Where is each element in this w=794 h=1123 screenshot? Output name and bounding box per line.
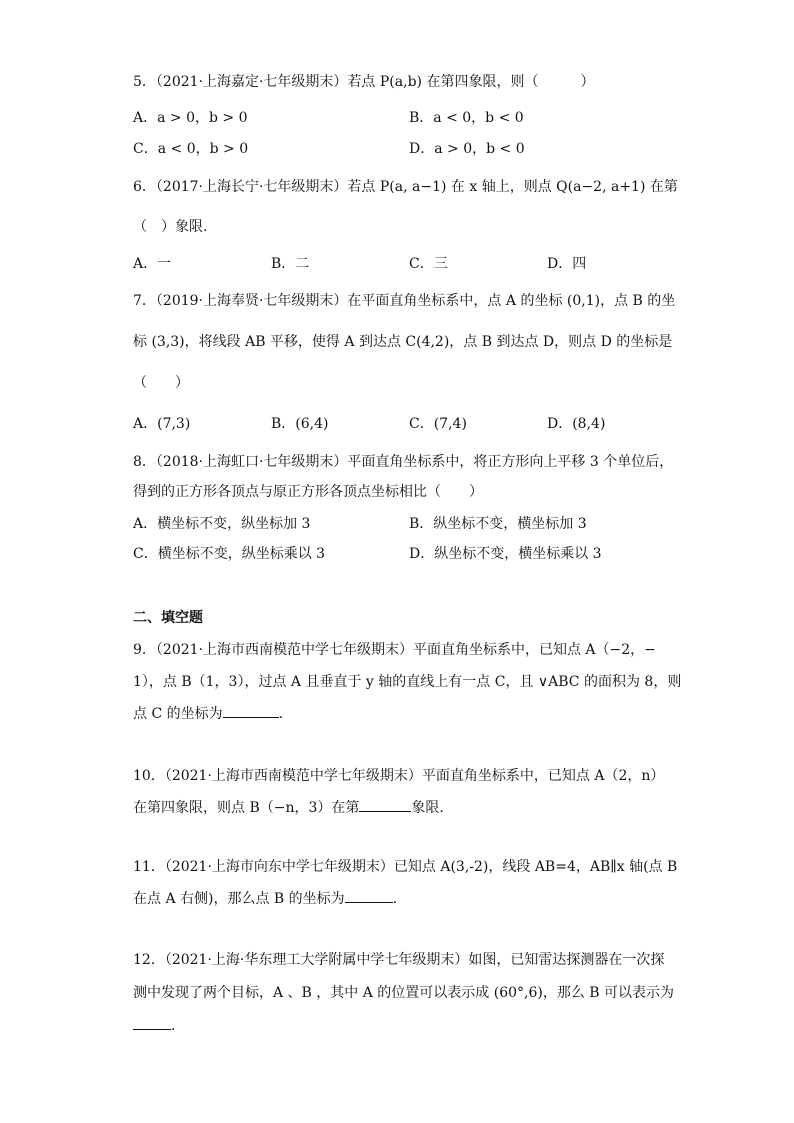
section-heading-fill-in: 二、填空题 xyxy=(133,610,203,626)
q7-stem-line2: 标 (3,3)，将线段 AB 平移，使得 A 到达点 C(4,2)，点 B 到达点 D，则点 D 的坐标是 xyxy=(133,334,673,350)
q11-end: . xyxy=(392,891,398,907)
q10-end: 象限. xyxy=(411,800,444,816)
q10-answer-blank[interactable] xyxy=(359,797,411,812)
q9-answer-blank[interactable] xyxy=(223,703,279,718)
q7-stem-line3: （ ） xyxy=(133,375,189,391)
q12-end: . xyxy=(171,1018,176,1034)
q5-option-a: A．a > 0，b > 0 xyxy=(133,110,248,126)
q10-stem-line2 xyxy=(133,797,444,818)
q5-option-d: D．a > 0，b < 0 xyxy=(409,141,525,157)
q7-option-c: C．(7,4) xyxy=(409,416,467,432)
q6-option-d: D．四 xyxy=(547,256,587,272)
q12-stem-line1: 12．（2021·上海·华东理工大学附属中学七年级期末）如图，已知雷达探测器在一次探 xyxy=(133,952,665,968)
q5-option-c: C．a < 0，b > 0 xyxy=(133,141,249,157)
q11-stem-text: 在点 A 右侧)，那么点 B 的坐标为 xyxy=(133,891,345,907)
q10-stem-text: 在第四象限，则点 B（−n，3）在第 xyxy=(133,800,360,816)
q8-stem-line2: 得到的正方形各顶点与原正方形各顶点坐标相比（ ） xyxy=(133,484,483,500)
q7-option-b: B．(6,4) xyxy=(271,416,329,432)
q7-option-d: D．(8,4) xyxy=(547,416,606,432)
q6-option-b: B．二 xyxy=(271,256,310,272)
q8-option-c: C．横坐标不变，纵坐标乘以 3 xyxy=(133,546,326,562)
q11-answer-blank[interactable] xyxy=(345,888,393,903)
q10-stem-line1: 10．（2021·上海市西南模范中学七年级期末）平面直角坐标系中，已知点 A（2，n） xyxy=(133,768,665,784)
q8-stem-line1: 8．（2018·上海虹口·七年级期末）平面直角坐标系中，将正方形向上平移 3 个单位后， xyxy=(133,454,674,470)
q8-option-a: A．横坐标不变，纵坐标加 3 xyxy=(133,516,311,532)
q6-stem-line1: 6．（2017·上海长宁·七年级期末）若点 P(a, a−1) 在 x 轴上，则点 Q(a−2, a+1) 在第 xyxy=(133,179,678,195)
q6-option-c: C．三 xyxy=(409,256,448,272)
q9-stem-text: 点 C 的坐标为 xyxy=(133,706,223,722)
q9-stem-line1: 9．（2021·上海市西南模范中学七年级期末）平面直角坐标系中，已知点 A（−2，− xyxy=(133,642,656,658)
q12-stem-line2: 测中发现了两个目标，A 、B ，其中 A 的位置可以表示成 (60°,6)，那么 B 可以表示为 xyxy=(133,985,675,1001)
q12-stem-line3 xyxy=(133,1015,175,1036)
q6-stem-line2: （ ）象限. xyxy=(133,219,208,235)
q9-stem-line3 xyxy=(133,703,283,724)
q11-stem-line2 xyxy=(133,888,397,909)
q8-option-d: D．纵坐标不变，横坐标乘以 3 xyxy=(409,546,602,562)
q6-option-a: A．一 xyxy=(133,256,172,272)
q5-option-b: B．a < 0，b < 0 xyxy=(409,110,524,126)
q12-answer-blank[interactable] xyxy=(133,1015,171,1030)
q7-option-a: A．(7,3) xyxy=(133,416,191,432)
q7-stem-line1: 7．（2019·上海奉贤·七年级期末）在平面直角坐标系中，点 A 的坐标 (0,1)，点 B 的坐 xyxy=(133,293,676,309)
q5-stem: 5．（2021·上海嘉定·七年级期末）若点 P(a,b) 在第四象限，则（ ） xyxy=(133,74,595,90)
q9-end: . xyxy=(278,706,284,722)
q8-option-b: B．纵坐标不变，横坐标加 3 xyxy=(409,516,587,532)
q11-stem-line1: 11．（2021·上海市向东中学七年级期末）已知点 A(3,-2)，线段 AB=4，AB∥x 轴(点 B xyxy=(133,859,678,875)
q9-stem-line2: 1），点 B（1，3），过点 A 且垂直于 y 轴的直线上有一点 C，且 ∨ABC 的面积为 8，则 xyxy=(133,674,682,690)
